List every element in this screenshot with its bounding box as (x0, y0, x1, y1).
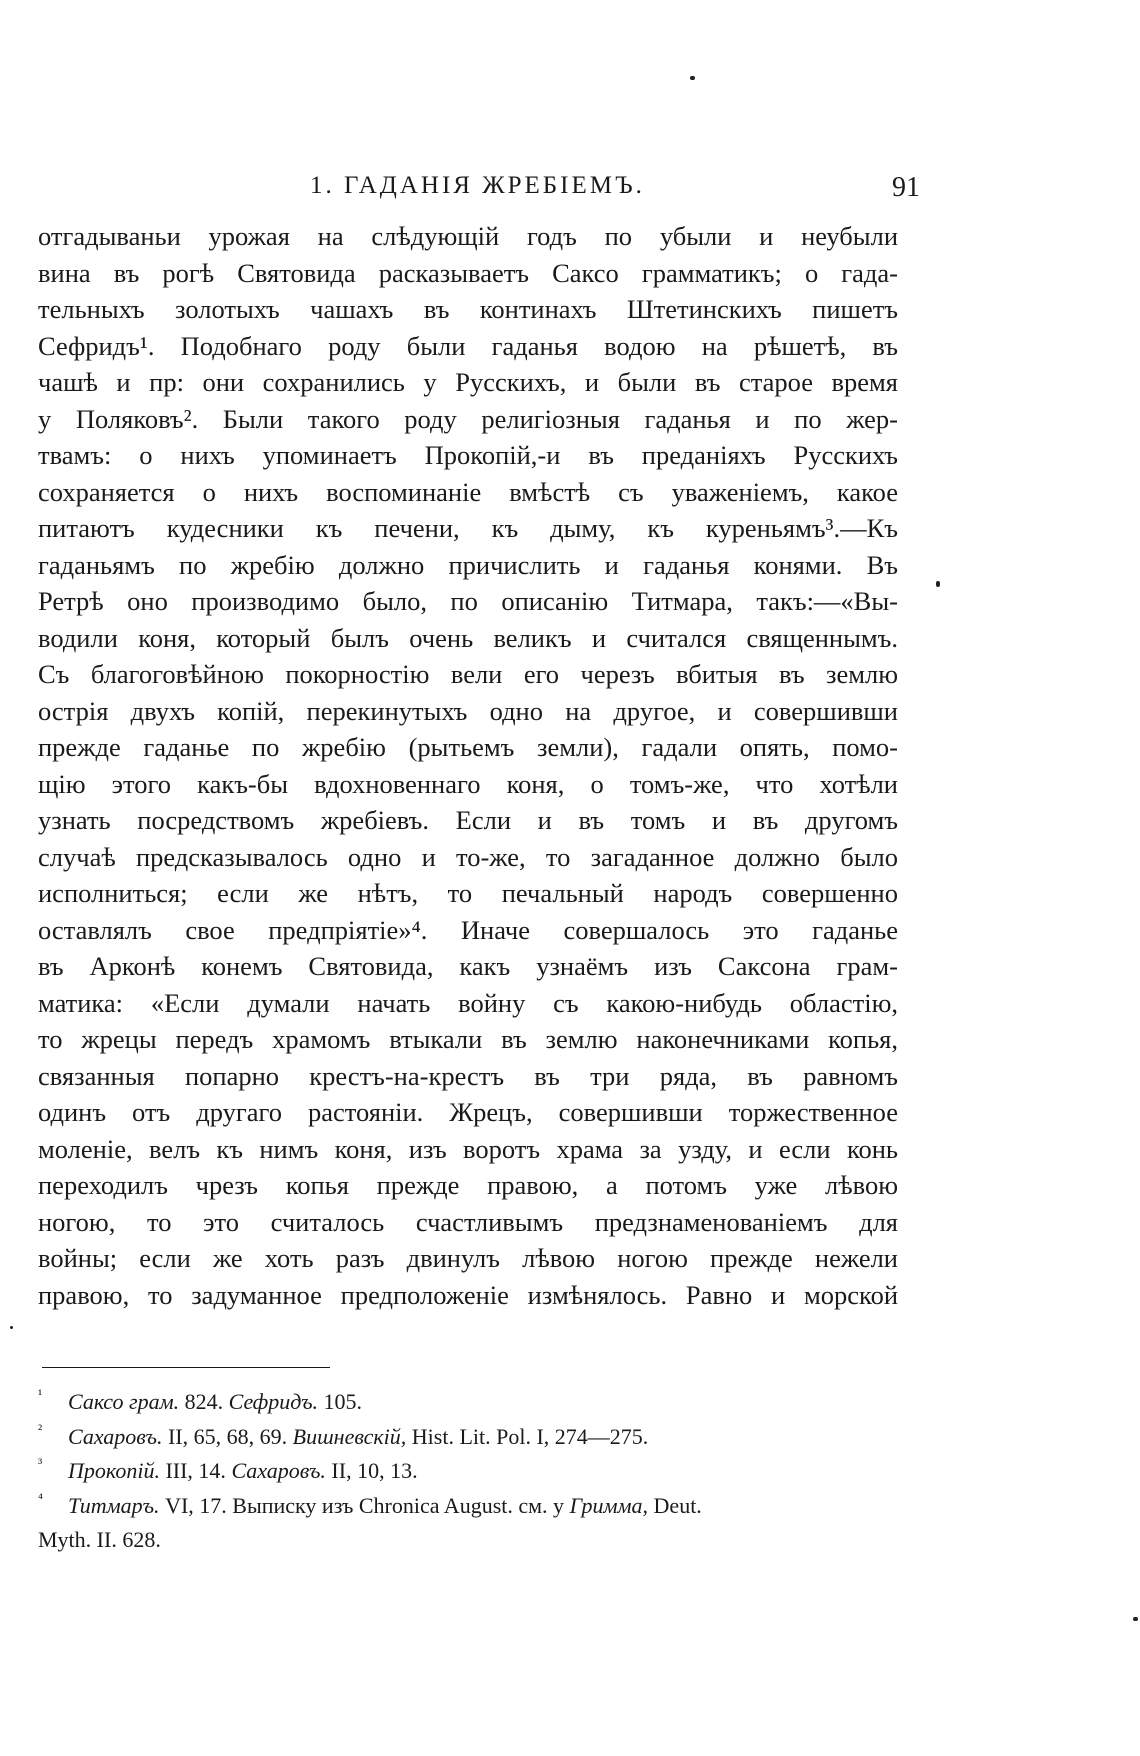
text-line: Съ благоговѣйною покорностію вели его черезъ вбитыя въ землю (38, 659, 898, 689)
citation-author: Саксо грам. (68, 1389, 180, 1414)
citation-author: Титмаръ. (68, 1492, 160, 1518)
text-line: правою, то задуманное предположеніе измѣнялось. Равно и морской (38, 1279, 898, 1310)
footnote-2 (38, 1420, 898, 1455)
text-line: матика: «Если думали начать войну съ какою-нибудь областію, (38, 987, 898, 1018)
citation-author: Сахаровъ. (68, 1423, 163, 1449)
citation-text: 105. (318, 1389, 363, 1414)
text-line: щію этого какъ-бы вдохновеннаго коня, о томъ-же, что хотѣли (38, 768, 898, 799)
text-line: чашѣ и пр: они сохранились у Русскихъ, и были въ старое время (38, 367, 898, 397)
footnote-rule (42, 1367, 330, 1368)
text-line: твамъ: о нихъ упоминаетъ Прокопій,-и въ преданіяхъ Русскихъ (38, 440, 898, 470)
text-line: переходилъ чрезъ копья прежде правою, а потомъ уже лѣвою (38, 1170, 898, 1200)
print-speck (690, 76, 695, 80)
citation-author: Сахаровъ. (231, 1458, 326, 1483)
text-line: узнать посредствомъ жребіевъ. Если и въ томъ и въ другомъ (38, 805, 898, 835)
footnote-marker: ¹ (38, 1388, 43, 1403)
text-line: острія двухъ копій, перекинутыхъ одно на другое, и совершивши (38, 695, 898, 726)
footnote-4 (38, 1489, 898, 1524)
footnote-marker: ³ (38, 1457, 43, 1472)
page-number: 91 (892, 172, 920, 203)
footnote-marker: ⁴ (38, 1491, 43, 1507)
text-line: питаютъ кудесники къ печени, къ дыму, къ куреньямъ³.—Къ (38, 513, 898, 543)
citation-author: Прокопій. (68, 1458, 160, 1483)
chapter-title: 1. ГАДАНІЯ ЖРЕБІЕМЪ. (310, 172, 645, 199)
running-header (310, 172, 920, 212)
footnote-continuation: Myth. II. 628. (38, 1527, 161, 1552)
text-line: то жрецы передъ храмомъ втыкали въ землю наконечниками копья, (38, 1024, 898, 1054)
citation-text: II, 10, 13. (325, 1458, 418, 1483)
text-line: у Поляковъ². Были такого роду религіозныя гаданья и по жер- (38, 403, 898, 434)
text-line: тельныхъ золотыхъ чашахъ въ континахъ Штетинскихъ пишетъ (38, 294, 898, 324)
text-line: вина въ рогѣ Святовида расказываетъ Саксо грамматикъ; о гада- (38, 257, 898, 288)
footnote-3 (38, 1454, 898, 1489)
text-line: моленіе, велъ къ нимъ коня, изъ воротъ храма за узду, и если конь (38, 1133, 898, 1164)
text-line: Ретрѣ оно производимо было, по описанію Титмара, такъ:—«Вы- (38, 586, 898, 616)
text-line: отгадываньи урожая на слѣдующій годъ по убыли и неубыли (38, 221, 898, 251)
citation-author: Вишневскій, (292, 1423, 407, 1449)
citation-author: Гримма, (569, 1492, 649, 1518)
text-line: оставлялъ свое предпріятіе»⁴. Иначе совершалось это гаданье (38, 914, 898, 945)
text-line: въ Арконѣ конемъ Святовида, какъ узнаёмъ изъ Саксона грам- (38, 951, 898, 981)
citation-text: III, 14. (159, 1458, 232, 1483)
text-line: одинъ отъ другаго растояніи. Жрецъ, совершивши торжественное (38, 1097, 898, 1127)
text-line: связанныя попарно крестъ-на-крестъ въ три ряда, въ равномъ (38, 1060, 898, 1091)
citation-author: Сефридъ. (228, 1389, 319, 1414)
text-line: водили коня, который былъ очень великъ и считался священнымъ. (38, 622, 898, 653)
citation-text: VI, 17. Выписку изъ Chronica August. см. у (159, 1492, 570, 1518)
citation-text: 824. (179, 1389, 229, 1414)
print-speck (936, 581, 940, 587)
footnote-marker: ² (38, 1422, 43, 1438)
print-speck (10, 1326, 13, 1329)
text-line: случаѣ предсказывалось одно и то-же, то загаданное должно было (38, 841, 898, 872)
print-speck (1133, 1617, 1138, 1621)
citation-text: Hist. Lit. Pol. I, 274—275. (406, 1423, 649, 1449)
text-line: прежде гаданье по жребію (рытьемъ земли), гадали опять, помо- (38, 732, 898, 762)
text-line: войны; если же хоть разъ двинулъ лѣвою ногою прежде нежели (38, 1243, 898, 1273)
text-line: исполниться; если же нѣтъ, то печальный народъ совершенно (38, 878, 898, 908)
text-line: Сефридъ¹. Подобнаго роду были гаданья водою на рѣшетѣ, въ (38, 330, 898, 361)
footnote-1 (38, 1385, 898, 1420)
footnotes (38, 1385, 898, 1558)
citation-text: II, 65, 68, 69. (162, 1423, 293, 1449)
citation-text: Deut. (648, 1492, 702, 1518)
body-text (38, 218, 898, 1313)
text-line: ногою, то это считалось счастливымъ предзнаменованіемъ для (38, 1206, 898, 1237)
text-line: сохраняется о нихъ воспоминаніе вмѣстѣ съ уваженіемъ, какое (38, 476, 898, 507)
text-line: гаданьямъ по жребію должно причислить и гаданья конями. Въ (38, 549, 898, 580)
